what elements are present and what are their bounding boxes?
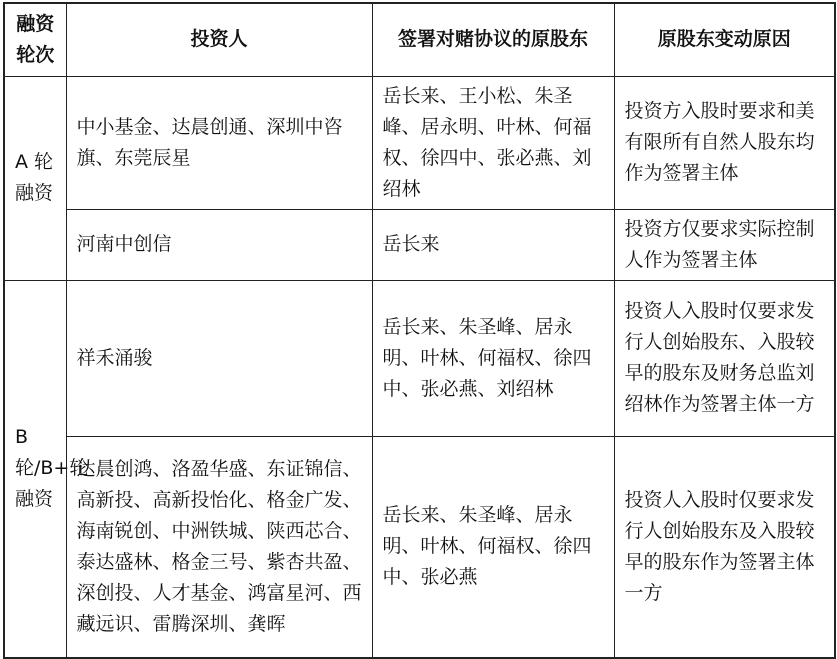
table-row: [4, 209, 835, 280]
header-investors: 投资人: [66, 3, 372, 76]
table-row: [4, 76, 835, 209]
round-cell-b: B 轮/B+轮融资: [4, 280, 66, 658]
investors-cell: 中小基金、达晨创通、深圳中咨旗、东莞辰星: [66, 76, 372, 209]
reason-cell: 投资方仅要求实际控制人作为签署主体: [614, 209, 835, 280]
header-reason: 原股东变动原因: [614, 3, 835, 76]
vam-shareholder-table: [3, 2, 836, 659]
shareholders-cell: 岳长来、朱圣峰、居永明、叶林、何福权、徐四中、张必燕: [372, 436, 614, 658]
header-row: [4, 3, 835, 76]
investors-cell: 河南中创信: [66, 209, 372, 280]
header-round: 融资轮次: [4, 3, 66, 76]
table-row: [4, 436, 835, 658]
document-page: [3, 2, 836, 659]
investors-cell: 达晨创鸿、洛盈华盛、东证锦信、高新投、高新投怡化、格金广发、海南锐创、中洲铁城、陕西芯合、泰达盛林、格金三号、紫杏共盈、深创投、人才基金、鸿富星河、西藏远识、雷腾深圳、龚晖: [66, 436, 372, 658]
investors-cell: 祥禾涌骏: [66, 280, 372, 436]
reason-cell: 投资人入股时仅要求发行人创始股东及入股较早的股东作为签署主体一方: [614, 436, 835, 658]
reason-cell: 投资方入股时要求和美有限所有自然人股东均作为签署主体: [614, 76, 835, 209]
reason-cell: 投资人入股时仅要求发行人创始股东、入股较早的股东及财务总监刘绍林作为签署主体一方: [614, 280, 835, 436]
round-cell-a: A 轮融资: [4, 76, 66, 280]
shareholders-cell: 岳长来: [372, 209, 614, 280]
shareholders-cell: 岳长来、朱圣峰、居永明、叶林、何福权、徐四中、张必燕、刘绍林: [372, 280, 614, 436]
header-shareholders: 签署对赌协议的原股东: [372, 3, 614, 76]
table-row: [4, 280, 835, 436]
shareholders-cell: 岳长来、王小松、朱圣峰、居永明、叶林、何福权、徐四中、张必燕、刘绍林: [372, 76, 614, 209]
